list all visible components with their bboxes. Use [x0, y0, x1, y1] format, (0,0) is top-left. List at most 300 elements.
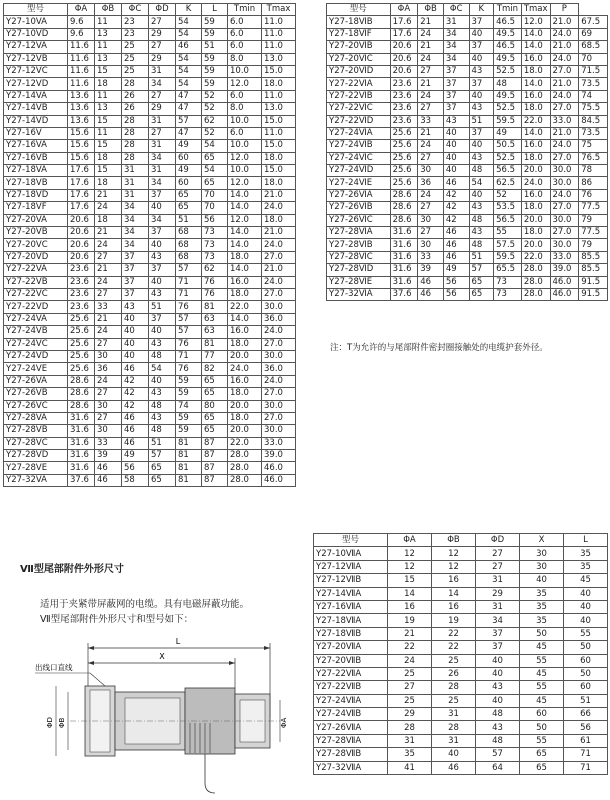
value-cell: 40: [443, 152, 469, 164]
value-cell: 40: [469, 189, 494, 201]
value-cell: 24.0: [262, 375, 296, 387]
value-cell: 57: [469, 264, 494, 276]
value-cell: 69: [579, 28, 608, 40]
value-cell: 11.6: [68, 65, 95, 77]
value-cell: 42: [443, 189, 469, 201]
value-cell: 37: [122, 264, 149, 276]
value-cell: 40: [476, 654, 520, 667]
column-header: K: [469, 4, 494, 16]
value-cell: 68: [176, 227, 202, 239]
value-cell: 25.6: [68, 363, 95, 375]
model-cell: Y27-20ⅥB: [327, 41, 391, 53]
value-cell: 40: [564, 614, 608, 627]
model-cell: Y27-12VD: [4, 78, 68, 90]
value-cell: 65: [202, 375, 228, 387]
value-cell: 16.0: [228, 326, 262, 338]
value-cell: 56: [443, 276, 469, 288]
table-row: [314, 614, 608, 627]
value-cell: 28: [122, 152, 149, 164]
table-row: [314, 694, 608, 707]
table-row: [327, 152, 608, 164]
value-cell: 25.6: [68, 326, 95, 338]
model-cell: Y27-20ⅦA: [314, 641, 388, 654]
value-cell: 22: [388, 641, 432, 654]
table-row: [4, 16, 296, 28]
value-cell: 14.0: [228, 313, 262, 325]
value-cell: 31.6: [68, 412, 95, 424]
value-cell: 11.0: [262, 127, 296, 139]
value-cell: 25.6: [68, 338, 95, 350]
value-cell: 20.0: [228, 425, 262, 437]
value-cell: 82: [202, 363, 228, 375]
value-cell: 68: [176, 239, 202, 251]
value-cell: 21.0: [550, 41, 579, 53]
value-cell: 11.0: [262, 16, 296, 28]
table-row: [4, 450, 296, 462]
value-cell: 40: [520, 574, 564, 587]
value-cell: 16.0: [228, 375, 262, 387]
model-cell: Y27-12VB: [4, 53, 68, 65]
value-cell: 48: [469, 239, 494, 251]
value-cell: 24.0: [262, 202, 296, 214]
model-cell: Y27-24VE: [4, 363, 68, 375]
value-cell: 43: [469, 152, 494, 164]
value-cell: 40: [476, 667, 520, 680]
model-cell: Y27-22ⅥA: [327, 78, 391, 90]
value-cell: 45: [564, 574, 608, 587]
model-cell: Y27-26ⅦA: [314, 721, 388, 734]
value-cell: 28.0: [521, 276, 550, 288]
value-cell: 12: [388, 547, 432, 560]
value-cell: 71: [176, 350, 202, 362]
table-row: [314, 748, 608, 761]
value-cell: 18: [95, 177, 122, 189]
value-cell: 48: [149, 425, 176, 437]
value-cell: 15.0: [262, 65, 296, 77]
value-cell: 57: [149, 450, 176, 462]
table-row: [327, 103, 608, 115]
table-row: [4, 140, 296, 152]
value-cell: 36: [95, 363, 122, 375]
value-cell: 34: [443, 28, 469, 40]
value-cell: 54: [176, 78, 202, 90]
value-cell: 46: [443, 227, 469, 239]
value-cell: 13.6: [68, 115, 95, 127]
table-row: [314, 641, 608, 654]
table-row: [327, 239, 608, 251]
value-cell: 33: [95, 301, 122, 313]
value-cell: 60: [564, 681, 608, 694]
column-header: 型号: [327, 4, 391, 16]
value-cell: 23.6: [390, 103, 418, 115]
model-cell: Y27-28ⅥB: [327, 239, 391, 251]
value-cell: 71: [564, 748, 608, 761]
value-cell: 27: [476, 547, 520, 560]
value-cell: 59: [176, 412, 202, 424]
value-cell: 10.0: [228, 65, 262, 77]
column-header: Tmax: [262, 4, 296, 16]
value-cell: 6.0: [228, 41, 262, 53]
value-cell: 56: [564, 721, 608, 734]
value-cell: 54: [176, 28, 202, 40]
value-cell: 50: [564, 641, 608, 654]
value-cell: 37: [469, 16, 494, 28]
value-cell: 27.0: [262, 412, 296, 424]
table-row: [314, 734, 608, 747]
value-cell: 24: [418, 28, 444, 40]
dimension-table-vi: [326, 3, 608, 301]
value-cell: 28.6: [68, 388, 95, 400]
model-cell: Y27-28ⅥC: [327, 251, 391, 263]
model-cell: Y27-28ⅥD: [327, 264, 391, 276]
value-cell: 74: [176, 400, 202, 412]
value-cell: 42: [443, 214, 469, 226]
value-cell: 62: [202, 115, 228, 127]
value-cell: 48: [149, 350, 176, 362]
value-cell: 24.0: [550, 28, 579, 40]
value-cell: 54: [176, 65, 202, 77]
model-cell: Y27-24VC: [4, 338, 68, 350]
value-cell: 52: [202, 127, 228, 139]
value-cell: 15: [95, 65, 122, 77]
value-cell: 59: [176, 375, 202, 387]
value-cell: 19: [388, 614, 432, 627]
value-cell: 15: [95, 140, 122, 152]
value-cell: 65: [202, 152, 228, 164]
value-cell: 30: [95, 350, 122, 362]
model-cell: Y27-14VA: [4, 90, 68, 102]
value-cell: 25.6: [68, 313, 95, 325]
value-cell: 35: [564, 547, 608, 560]
value-cell: 79: [579, 214, 608, 226]
value-cell: 37: [443, 103, 469, 115]
table-row: [4, 288, 296, 300]
value-cell: 27: [149, 16, 176, 28]
value-cell: 25: [122, 41, 149, 53]
value-cell: 25: [432, 694, 476, 707]
value-cell: 20.6: [68, 251, 95, 263]
value-cell: 24.0: [262, 276, 296, 288]
model-cell: Y27-26ⅥA: [327, 189, 391, 201]
value-cell: 76: [176, 301, 202, 313]
value-cell: 21: [95, 227, 122, 239]
value-cell: 46: [122, 363, 149, 375]
value-cell: 46.0: [550, 288, 579, 300]
value-cell: 70: [202, 189, 228, 201]
model-cell: Y27-32ⅥA: [327, 288, 391, 300]
table-row: [4, 474, 296, 486]
value-cell: 14: [432, 587, 476, 600]
value-cell: 18: [95, 78, 122, 90]
value-cell: 46: [122, 425, 149, 437]
value-cell: 13: [95, 28, 122, 40]
value-cell: 39: [95, 450, 122, 462]
value-cell: 31: [149, 140, 176, 152]
value-cell: 29: [149, 53, 176, 65]
value-cell: 51: [202, 41, 228, 53]
table-row: [327, 251, 608, 263]
value-cell: 40: [443, 165, 469, 177]
value-cell: 73: [494, 276, 522, 288]
model-cell: Y27-28VA: [4, 412, 68, 424]
table-row: [4, 412, 296, 424]
value-cell: 59: [202, 53, 228, 65]
value-cell: 37: [443, 65, 469, 77]
table-row: [314, 721, 608, 734]
value-cell: 28.0: [521, 264, 550, 276]
value-cell: 28: [122, 78, 149, 90]
value-cell: 23: [122, 28, 149, 40]
value-cell: 65: [202, 412, 228, 424]
value-cell: 49: [494, 127, 522, 139]
model-cell: Y27-24ⅥA: [327, 127, 391, 139]
label-L: L: [175, 637, 181, 646]
value-cell: 65: [176, 202, 202, 214]
value-cell: 56.5: [494, 165, 522, 177]
value-cell: 34: [122, 202, 149, 214]
value-cell: 46: [122, 437, 149, 449]
value-cell: 25.6: [390, 165, 418, 177]
value-cell: 24.0: [550, 189, 579, 201]
value-cell: 28: [432, 721, 476, 734]
value-cell: 24: [418, 189, 444, 201]
value-cell: 91.5: [579, 288, 608, 300]
value-cell: 43: [469, 202, 494, 214]
value-cell: 28.6: [390, 214, 418, 226]
value-cell: 9.6: [68, 16, 95, 28]
value-cell: 87: [202, 437, 228, 449]
value-cell: 23.6: [68, 264, 95, 276]
table-row: [327, 165, 608, 177]
value-cell: 34: [149, 177, 176, 189]
value-cell: 80: [202, 400, 228, 412]
model-cell: Y27-32VA: [4, 474, 68, 486]
value-cell: 54: [202, 165, 228, 177]
model-cell: Y27-28ⅦB: [314, 748, 388, 761]
model-cell: Y27-12ⅦB: [314, 574, 388, 587]
value-cell: 27.0: [550, 202, 579, 214]
value-cell: 22.0: [521, 115, 550, 127]
value-cell: 28.0: [521, 288, 550, 300]
value-cell: 40: [469, 28, 494, 40]
value-cell: 11: [95, 127, 122, 139]
value-cell: 31: [149, 65, 176, 77]
value-cell: 17.6: [68, 165, 95, 177]
value-cell: 65: [520, 748, 564, 761]
value-cell: 30: [418, 214, 444, 226]
value-cell: 33.0: [550, 115, 579, 127]
model-cell: Y27-26ⅥB: [327, 202, 391, 214]
value-cell: 15.0: [262, 115, 296, 127]
value-cell: 40: [122, 338, 149, 350]
value-cell: 43: [469, 227, 494, 239]
value-cell: 18.0: [521, 227, 550, 239]
model-cell: Y27-18VB: [4, 177, 68, 189]
value-cell: 35: [520, 614, 564, 627]
value-cell: 14.0: [228, 264, 262, 276]
column-header: ΦB: [95, 4, 122, 16]
value-cell: 59: [176, 425, 202, 437]
value-cell: 37: [122, 288, 149, 300]
value-cell: 20.6: [68, 214, 95, 226]
value-cell: 20.6: [68, 227, 95, 239]
value-cell: 51: [564, 694, 608, 707]
value-cell: 34: [476, 614, 520, 627]
value-cell: 18: [95, 214, 122, 226]
column-header: Tmax: [521, 4, 550, 16]
value-cell: 22.0: [228, 301, 262, 313]
value-cell: 28: [388, 721, 432, 734]
value-cell: 12: [432, 560, 476, 573]
table-row: [327, 115, 608, 127]
table-row: [4, 239, 296, 251]
value-cell: 14.0: [228, 227, 262, 239]
value-cell: 11.6: [68, 41, 95, 53]
value-cell: 22.0: [521, 251, 550, 263]
value-cell: 43: [476, 721, 520, 734]
value-cell: 56: [443, 288, 469, 300]
value-cell: 47: [176, 103, 202, 115]
value-cell: 54: [202, 140, 228, 152]
section-description-2: Ⅶ型尾部附件外形尺寸和型号如下：: [40, 614, 194, 625]
value-cell: 55: [564, 627, 608, 640]
value-cell: 28.6: [390, 202, 418, 214]
table-row: [327, 65, 608, 77]
value-cell: 73: [202, 239, 228, 251]
model-cell: Y27-20ⅦB: [314, 654, 388, 667]
value-cell: 77.5: [579, 227, 608, 239]
table-row: [4, 375, 296, 387]
model-cell: Y27-20ⅥD: [327, 65, 391, 77]
value-cell: 30: [418, 165, 444, 177]
value-cell: 79: [579, 239, 608, 251]
value-cell: 18.0: [521, 103, 550, 115]
value-cell: 11: [95, 16, 122, 28]
value-cell: 40: [122, 350, 149, 362]
value-cell: 55: [494, 227, 522, 239]
model-cell: Y27-14VB: [4, 103, 68, 115]
value-cell: 25.6: [390, 177, 418, 189]
model-cell: Y27-22ⅥC: [327, 103, 391, 115]
value-cell: 18.0: [521, 65, 550, 77]
value-cell: 18: [95, 152, 122, 164]
value-cell: 34: [122, 214, 149, 226]
value-cell: 27.0: [262, 288, 296, 300]
value-cell: 15.0: [262, 140, 296, 152]
value-cell: 11.0: [262, 28, 296, 40]
value-cell: 37: [443, 90, 469, 102]
value-cell: 8.0: [228, 53, 262, 65]
value-cell: 12: [432, 547, 476, 560]
value-cell: 31.6: [390, 264, 418, 276]
value-cell: 76: [202, 276, 228, 288]
value-cell: 33: [418, 115, 444, 127]
value-cell: 45: [520, 694, 564, 707]
value-cell: 11: [95, 90, 122, 102]
value-cell: 37: [149, 227, 176, 239]
table-row: [4, 189, 296, 201]
value-cell: 27: [149, 41, 176, 53]
value-cell: 65: [202, 425, 228, 437]
value-cell: 73: [202, 227, 228, 239]
value-cell: 67.5: [579, 16, 608, 28]
value-cell: 20.0: [521, 214, 550, 226]
value-cell: 84.5: [579, 115, 608, 127]
value-cell: 43: [149, 251, 176, 263]
value-cell: 48: [476, 708, 520, 721]
value-cell: 49: [443, 264, 469, 276]
value-cell: 14.0: [228, 202, 262, 214]
value-cell: 76: [176, 338, 202, 350]
value-cell: 31: [443, 16, 469, 28]
value-cell: 59: [202, 65, 228, 77]
value-cell: 26: [122, 103, 149, 115]
model-cell: Y27-26VB: [4, 388, 68, 400]
value-cell: 41: [388, 761, 432, 774]
table-row: [4, 78, 296, 90]
value-cell: 9.6: [68, 28, 95, 40]
value-cell: 40: [149, 202, 176, 214]
value-cell: 31: [432, 734, 476, 747]
table-row: [327, 227, 608, 239]
value-cell: 57: [176, 264, 202, 276]
value-cell: 24: [418, 53, 444, 65]
value-cell: 71: [176, 276, 202, 288]
value-cell: 27.0: [262, 338, 296, 350]
value-cell: 11.6: [68, 78, 95, 90]
value-cell: 13.0: [262, 103, 296, 115]
value-cell: 31.6: [68, 437, 95, 449]
value-cell: 17.6: [68, 177, 95, 189]
value-cell: 18.0: [521, 202, 550, 214]
value-cell: 27: [95, 288, 122, 300]
value-cell: 43: [122, 301, 149, 313]
value-cell: 65: [469, 276, 494, 288]
table-row: [314, 560, 608, 573]
model-cell: Y27-22VA: [4, 264, 68, 276]
value-cell: 24: [95, 276, 122, 288]
value-cell: 71: [564, 761, 608, 774]
value-cell: 28.0: [228, 462, 262, 474]
value-cell: 57: [176, 115, 202, 127]
value-cell: 21: [418, 127, 444, 139]
value-cell: 52.5: [494, 65, 522, 77]
value-cell: 40: [432, 748, 476, 761]
value-cell: 27.0: [550, 227, 579, 239]
value-cell: 46: [443, 251, 469, 263]
value-cell: 43: [476, 681, 520, 694]
value-cell: 55: [520, 681, 564, 694]
table-row: [4, 326, 296, 338]
table-row: [327, 53, 608, 65]
model-cell: Y27-24ⅥC: [327, 152, 391, 164]
value-cell: 45: [520, 641, 564, 654]
value-cell: 43: [149, 388, 176, 400]
value-cell: 23.6: [68, 288, 95, 300]
value-cell: 17.6: [68, 189, 95, 201]
value-cell: 46.0: [550, 276, 579, 288]
value-cell: 43: [149, 338, 176, 350]
value-cell: 51: [149, 437, 176, 449]
value-cell: 34: [149, 214, 176, 226]
value-cell: 76: [176, 363, 202, 375]
table-row: [4, 338, 296, 350]
model-cell: Y27-28VC: [4, 437, 68, 449]
model-cell: Y27-10VD: [4, 28, 68, 40]
value-cell: 52: [202, 103, 228, 115]
value-cell: 56: [202, 214, 228, 226]
value-cell: 91.5: [579, 276, 608, 288]
